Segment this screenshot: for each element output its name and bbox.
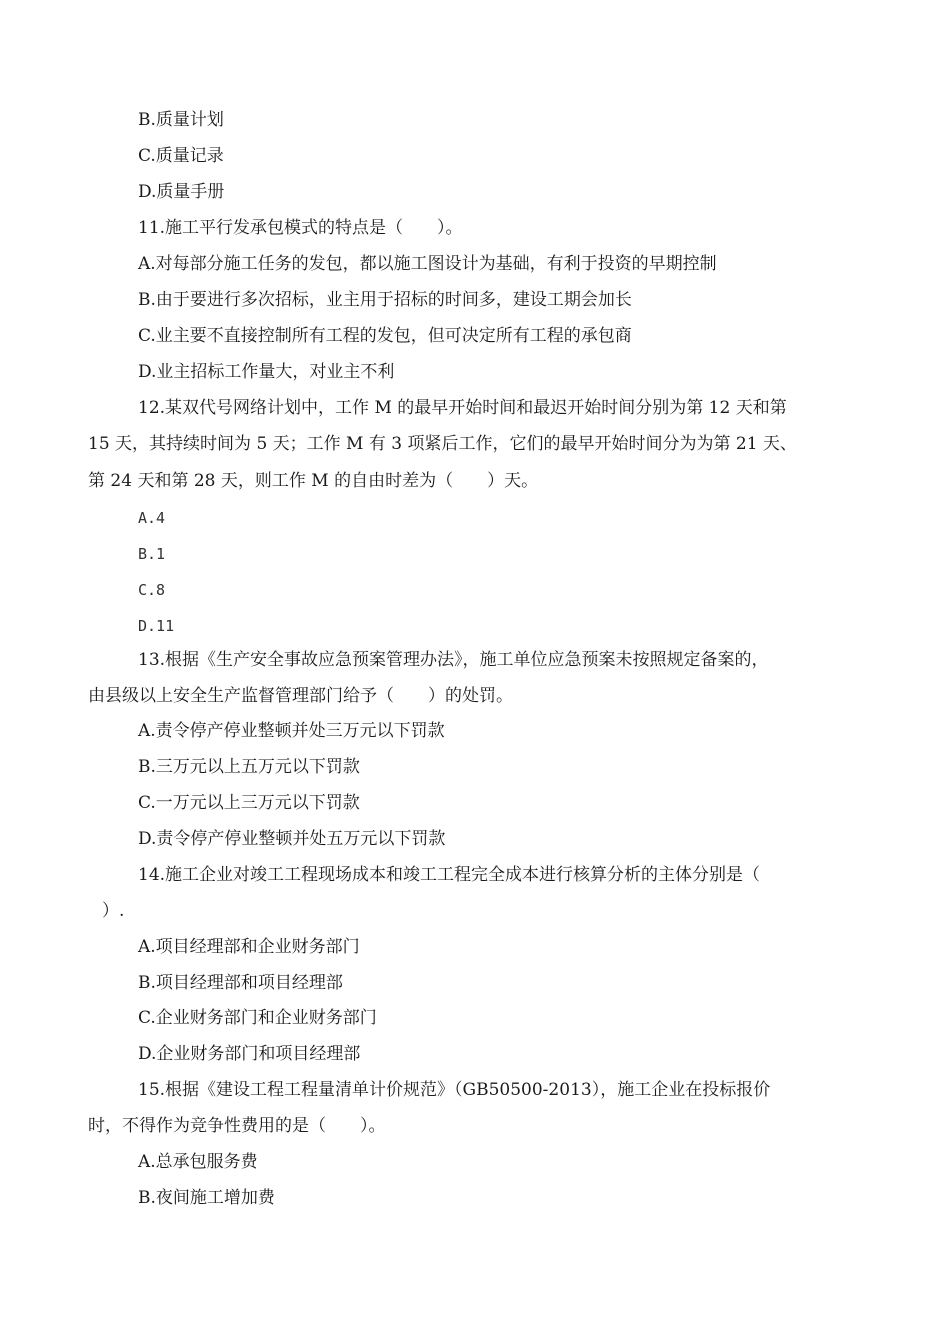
option-d-q11: D.业主招标工作量大，对业主不利 [138,362,395,382]
question-12-line-1: 12.某双代号网络计划中，工作 M 的最早开始时间和最迟开始时间分别为第 12 天和第 [138,398,787,418]
question-13-line-1: 13.根据《生产安全事故应急预案管理办法》，施工单位应急预案未按照规定备案的， [138,650,769,670]
option-c-q12: C.8 [138,581,166,599]
option-d-q13: D.责令停产停业整顿并处五万元以下罚款 [138,829,446,849]
option-c-q11: C.业主要不直接控制所有工程的发包，但可决定所有工程的承包商 [138,326,632,346]
question-11: 11.施工平行发承包模式的特点是（ ）。 [138,218,463,238]
question-14-line-1: 14.施工企业对竣工工程现场成本和竣工工程完全成本进行核算分析的主体分别是（ [138,865,761,885]
option-b-q11: B.由于要进行多次招标，业主用于招标的时间多，建设工期会加长 [138,290,632,310]
question-13-line-2: 由县级以上安全生产监督管理部门给予（ ）的处罚。 [88,686,513,706]
question-12-line-3: 第 24 天和第 28 天，则工作 M 的自由时差为（ ）天。 [88,471,539,491]
option-b-q14: B.项目经理部和项目经理部 [138,973,343,993]
option-a-q11: A.对每部分施工任务的发包，都以施工图设计为基础，有利于投资的早期控制 [138,254,717,274]
option-b-q13: B.三万元以上五万元以下罚款 [138,757,360,777]
option-d-q10: D.质量手册 [138,182,225,202]
question-15-line-2: 时，不得作为竞争性费用的是（ ）。 [88,1116,386,1136]
option-a-q14: A.项目经理部和企业财务部门 [138,937,360,957]
question-14-line-2: ）. [102,901,125,921]
option-c-q13: C.一万元以上三万元以下罚款 [138,793,360,813]
option-a-q15: A.总承包服务费 [138,1152,258,1172]
question-12-line-2: 15 天，其持续时间为 5 天；工作 M 有 3 项紧后工作，它们的最早开始时间分为为第 21 天、 [88,434,797,454]
option-a-q12: A.4 [138,509,166,527]
option-d-q14: D.企业财务部门和项目经理部 [138,1044,361,1064]
option-b-q12: B.1 [138,545,166,563]
option-b-q10: B.质量计划 [138,110,224,130]
option-c-q14: C.企业财务部门和企业财务部门 [138,1008,377,1028]
option-b-q15: B.夜间施工增加费 [138,1188,275,1208]
option-a-q13: A.责令停产停业整顿并处三万元以下罚款 [138,721,445,741]
option-c-q10: C.质量记录 [138,146,224,166]
question-15-line-1: 15.根据《建设工程工程量清单计价规范》（GB50500-2013），施工企业在投标报价 [138,1080,771,1100]
option-d-q12: D.11 [138,617,175,635]
